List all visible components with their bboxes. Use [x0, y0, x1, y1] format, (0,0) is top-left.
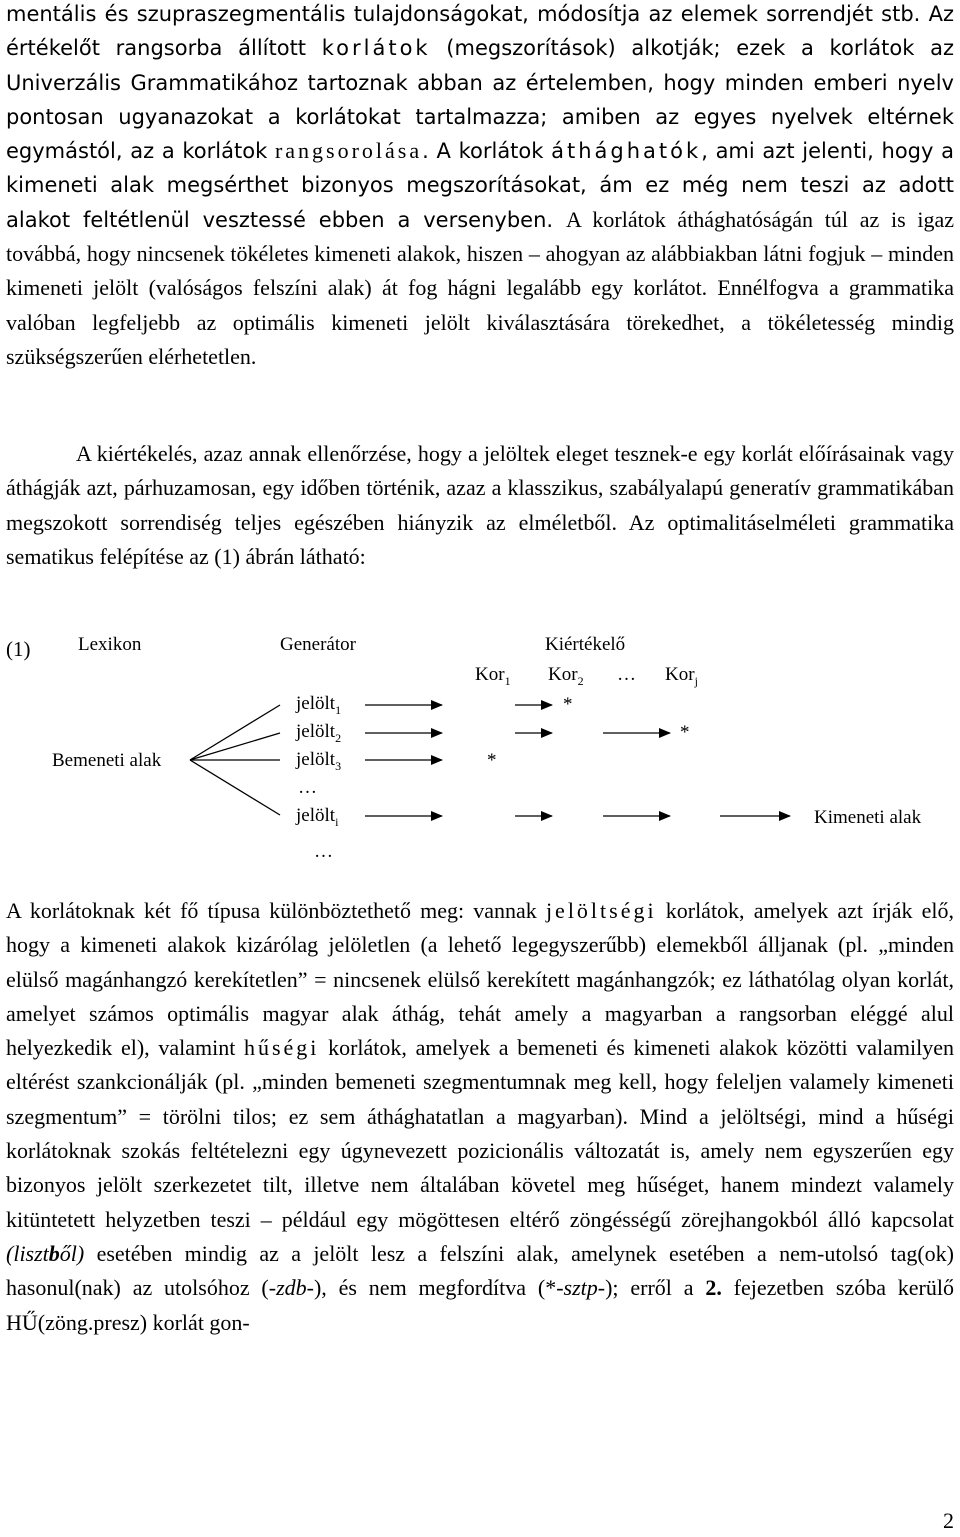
text-segment: mentális és szupraszegmentális tulajdonságokat, módosítja az elemek sorrendjét stb. Az értékelőt rangsorba állított: [6, 2, 954, 61]
text-segment: . A korlátok: [422, 139, 552, 164]
input-form-label: Bemeneti alak: [52, 750, 162, 771]
text-segment: áthághatók: [551, 139, 702, 164]
fan-line-2: [190, 733, 280, 760]
constraint-korj: Kor$_j$: [665, 664, 698, 688]
candidate-2: jelölt$_2$: [296, 721, 342, 745]
output-form-label: Kimeneti alak: [814, 807, 922, 828]
candidate-dots-1: …: [298, 777, 317, 798]
text-segment: esetében mindig az a jelölt lesz a felszíni alak, amelynek esetében a nem-utolsó tag(ok) hasonul(nak) az utolsóhoz (-: [6, 1240, 954, 1301]
candidate-i: jelölt$_i$: [296, 805, 339, 829]
diagram-number: (1): [6, 637, 31, 661]
candidate-3: jelölt$_3$: [296, 749, 342, 773]
text-segment: (megszorítások) alkotják; ezek a korlátok az Univerzális Grammatikához tartoznak abban az értelemben, hogy minden emberi nyelv pontosan ugyanazokat a korlátokat tartalmazza; amiben az egyes nyelvek eltérnek egymástól, az a korlátok: [6, 36, 954, 164]
fan-line-4: [190, 760, 280, 815]
text-segment: zdb: [276, 1275, 307, 1301]
paragraph-3: [6, 894, 954, 1340]
lexicon-label: Lexikon: [78, 634, 142, 655]
violation-star-c3-kor1: *: [487, 750, 497, 771]
text-segment: jelöltségi: [545, 898, 657, 923]
text-segment: fejezetben szóba kerülő HŰ(zöng.presz) korlát gon-: [6, 1275, 954, 1335]
text-segment: korlátok: [321, 36, 431, 61]
text-segment: b: [48, 1240, 60, 1266]
generator-label: Generátor: [280, 634, 356, 655]
ot-grammar-diagram: [0, 620, 960, 880]
violation-star-c2-korj: *: [680, 722, 690, 743]
violation-star-c1-kor2: *: [563, 694, 573, 715]
candidate-1: jelölt$_1$: [296, 693, 342, 717]
paragraph-2-text: A kiértékelés, azaz annak ellenőrzése, hogy a jelöltek eleget tesznek-e egy korlát előírásainak vagy áthágják azt, párhuzamosan, egy időben történik, azaz a klasszikus, szabályalapú generatív grammatikában megszokott sorrendiség teljes egészében hiányzik az elméletből. Az optimalitáselméleti grammatika sematikus felépítése az (1) ábrán látható:: [6, 441, 954, 569]
text-segment: rangsorolása: [274, 138, 423, 164]
text-segment: A korlátoknak két fő típusa különböztethető meg: vannak: [6, 898, 546, 923]
paragraph-2: [6, 437, 954, 574]
text-segment: korlátok, amelyek a bemeneti és kimeneti alakok közötti valamilyen eltérést szankcionálják (pl. „minden bemeneti szegmentumnak meg kell, hogy feleljen valamely kimeneti szegmentum” = törölni tilos; ez sem áthághatatlan a magyarban). Mind a jelöltségi, mind a hűségi korlátoknak szokás feltételezni egy úgynevezett pozicionális változatát is, amely nem egyszerűen egy bizonyos jelölt szerkezetet tilt, illetve nem általában követel meg hűséget, hanem mindezt valamely kitüntetett helyzetben teszi – például egy mögöttesen eltérő zöngésségű zörejhangokból álló kapcsolat: [6, 1035, 954, 1232]
constraint-kor2: Kor$_2$: [548, 664, 584, 688]
constraint-kor1: Kor$_1$: [475, 664, 511, 688]
text-segment: korlátok, amelyek azt írják elő, hogy a kimeneti alakok kizárólag jelöletlen (a lehető legegyszerűbb) elemekből álljanak (pl. „minden elülső magánhangzó kerekítetlen” = nincsenek elülső kerekített magánhangzók; ez láthatólag olyan korlát, amelyet számos optimális magyar alak áthág, tehát amely a magyarban a rangsorban eléggé alul helyezkedik el), valamint: [6, 898, 954, 1061]
page-number: 2: [943, 1508, 954, 1533]
fan-line-1: [190, 705, 280, 760]
text-segment: sztp: [563, 1275, 598, 1301]
text-segment: ől): [59, 1240, 85, 1266]
evaluator-label: Kiértékelő: [545, 634, 626, 655]
candidate-dots-2: …: [314, 841, 333, 862]
text-segment: 2.: [705, 1275, 722, 1301]
text-segment: -); erről a: [597, 1275, 706, 1301]
text-segment: -), és nem megfordítva (*-: [306, 1275, 564, 1301]
text-segment: hűségi: [243, 1035, 320, 1061]
text-segment: (liszt: [6, 1240, 49, 1266]
text-segment: A korlátok áthághatóságán túl az is igaz továbbá, hogy nincsenek tökéletes kimeneti alakok, hiszen – ahogyan az alábbiakban látni fogjuk – minden kimeneti jelölt (valóságos felszíni alak) át fog hágni legalább egy korlátot. Ennélfogva a grammatika valóban legfeljebb az optimális kimeneti jelölt kiválasztására törekedhet, a tökéletesség mindig szükségszerűen elérhetetlen.: [6, 206, 955, 369]
text-segment: , ami azt jelenti, hogy a kimeneti alak megsérthet bizonyos megszorításokat, ám ez még nem teszi az adott alakot feltétlenül vesztessé ebben a versenyben.: [6, 139, 955, 232]
paragraph-1: [6, 0, 954, 374]
constraint-dots: …: [617, 664, 636, 685]
